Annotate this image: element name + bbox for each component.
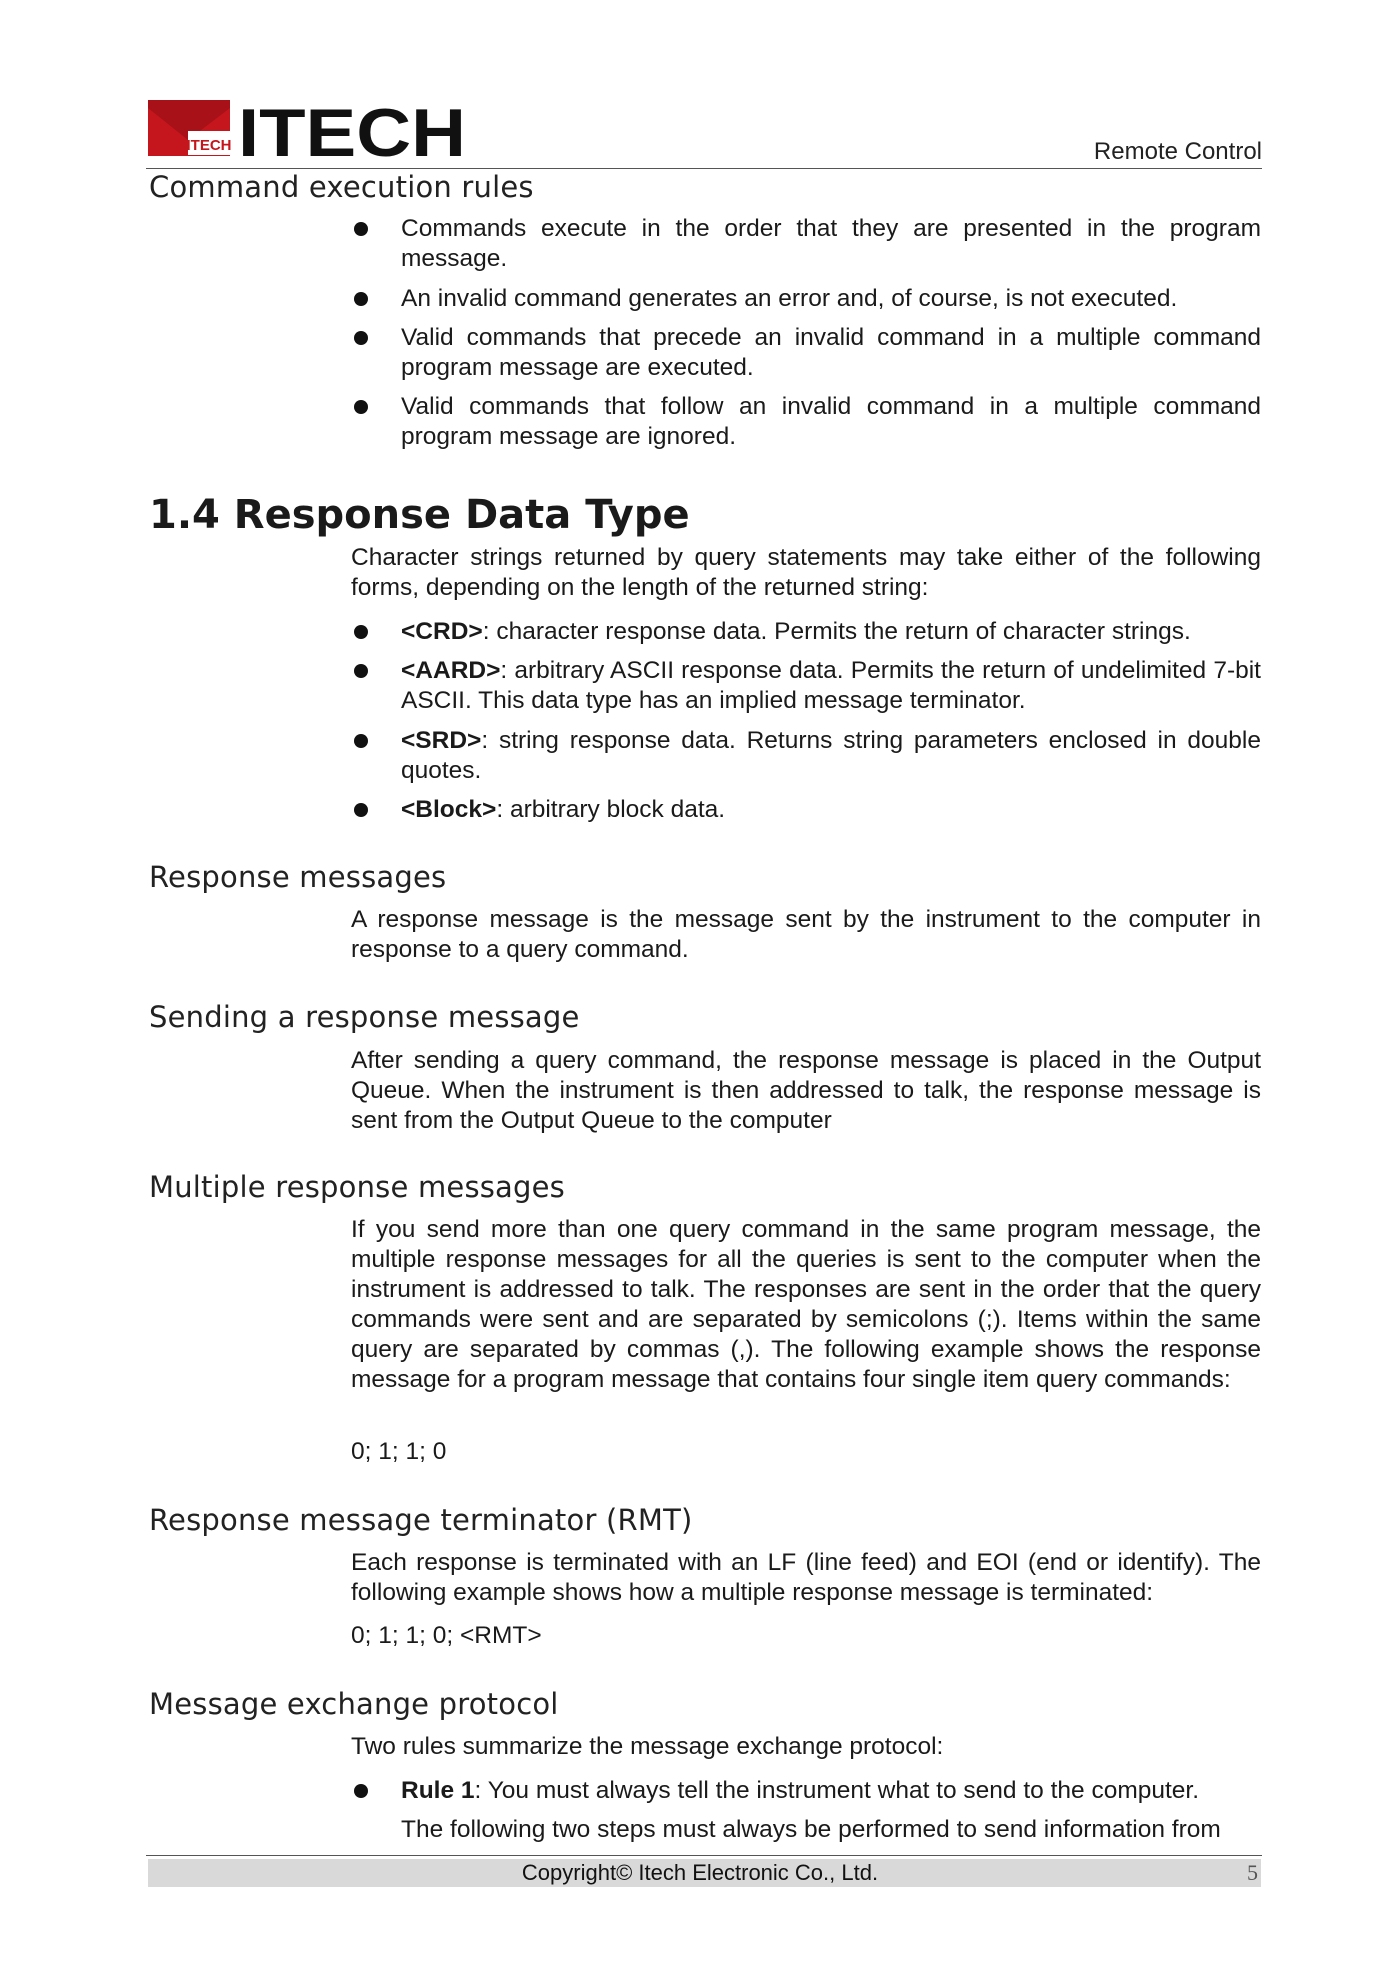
logo-text: ITECH xyxy=(238,96,466,160)
list-item-text xyxy=(401,1776,1261,1806)
itech-logo-graphic xyxy=(148,96,468,160)
multiple-body: If you send more than one query command in the same program message, the multiple response messages for all the queries is sent to the computer when the instrument is addressed to talk. The responses are sent in the order that the query commands were sent and are separated by semicolons (;). Items within the same query are separated by commas (,). The following example shows the response message for a program message that contains four single item query commands: xyxy=(351,1216,1261,1393)
response-messages-body: A response message is the message sent by the instrument to the computer in response to a query command. xyxy=(351,906,1261,963)
list-item-text xyxy=(401,795,1261,825)
list-item-text xyxy=(401,617,1261,647)
list-item xyxy=(351,656,1261,716)
terminator-body: Each response is terminated with an LF (line feed) and EOI (end or identify). The following example shows how a multiple response message is terminated: xyxy=(351,1549,1261,1606)
list-item-text xyxy=(401,656,1261,716)
multiple-heading: Multiple response messages xyxy=(149,1170,565,1204)
command-rules-heading: Command execution rules xyxy=(149,170,534,204)
itech-logo xyxy=(148,96,468,160)
term-srd: <SRD> xyxy=(401,727,482,754)
logo-small-text: ITECH xyxy=(186,137,232,154)
list-item xyxy=(351,726,1261,786)
list-item-text: Valid commands that precede an invalid command in a multiple command program message are executed. xyxy=(401,324,1261,381)
bullet-icon xyxy=(354,292,368,306)
protocol-heading: Message exchange protocol xyxy=(149,1687,559,1721)
list-item xyxy=(351,284,1261,314)
section-heading-response-data-type: 1.4 Response Data Type xyxy=(149,492,690,538)
terminator-example: 0; 1; 1; 0; <RMT> xyxy=(351,1622,542,1649)
list-item xyxy=(351,323,1261,383)
term-desc: : string response data. Returns string parameters enclosed in double quotes. xyxy=(401,727,1261,784)
list-item-text: Commands execute in the order that they are presented in the program message. xyxy=(401,215,1261,272)
list-item xyxy=(351,392,1261,452)
rule-1-text: : You must always tell the instrument what to send to the computer. xyxy=(474,1777,1200,1804)
bullet-icon xyxy=(354,331,368,345)
rule-1-term: Rule 1 xyxy=(401,1777,475,1804)
bullet-icon xyxy=(354,734,368,748)
term-block: <Block> xyxy=(401,796,497,823)
list-item-text: An invalid command generates an error and, of course, is not executed. xyxy=(401,285,1178,312)
bullet-icon xyxy=(354,400,368,414)
protocol-body: Two rules summarize the message exchange protocol: xyxy=(351,1733,944,1760)
terminator-heading: Response message terminator (RMT) xyxy=(149,1503,693,1537)
term-aard: <AARD> xyxy=(401,657,501,684)
term-desc: : arbitrary ASCII response data. Permits the return of undelimited 7-bit ASCII. This data type has an implied message terminator. xyxy=(401,657,1261,714)
term-crd: <CRD> xyxy=(401,618,483,645)
response-type-intro: Character strings returned by query statements may take either of the following forms, depending on the length of the returned string: xyxy=(351,544,1261,601)
bullet-icon xyxy=(354,664,368,678)
list-item xyxy=(351,617,1261,647)
bullet-icon xyxy=(354,1784,368,1798)
sending-heading: Sending a response message xyxy=(149,1000,580,1034)
sending-body: After sending a query command, the response message is placed in the Output Queue. When the instrument is then addressed to talk, the response message is sent from the Output Queue to the computer xyxy=(351,1047,1261,1134)
page-number: 5 xyxy=(1247,1860,1258,1885)
list-item-text xyxy=(401,726,1261,786)
footer-divider xyxy=(146,1855,1262,1856)
response-messages-heading: Response messages xyxy=(149,860,447,894)
list-item-text: Valid commands that follow an invalid command in a multiple command program message are ignored. xyxy=(401,393,1261,450)
list-item xyxy=(351,1776,1261,1806)
bullet-icon xyxy=(354,625,368,639)
header-section-title: Remote Control xyxy=(1093,138,1262,165)
header-divider xyxy=(146,168,1262,169)
list-item xyxy=(351,214,1261,274)
bullet-icon xyxy=(354,222,368,236)
footer-copyright: Copyright© Itech Electronic Co., Ltd. xyxy=(521,1860,879,1885)
term-desc: : character response data. Permits the return of character strings. xyxy=(482,618,1191,645)
multiple-example: 0; 1; 1; 0 xyxy=(351,1438,447,1465)
term-desc: : arbitrary block data. xyxy=(496,796,726,823)
list-item xyxy=(351,795,1261,825)
bullet-icon xyxy=(354,803,368,817)
rule-1-continuation: The following two steps must always be performed to send information from xyxy=(401,1816,1221,1843)
